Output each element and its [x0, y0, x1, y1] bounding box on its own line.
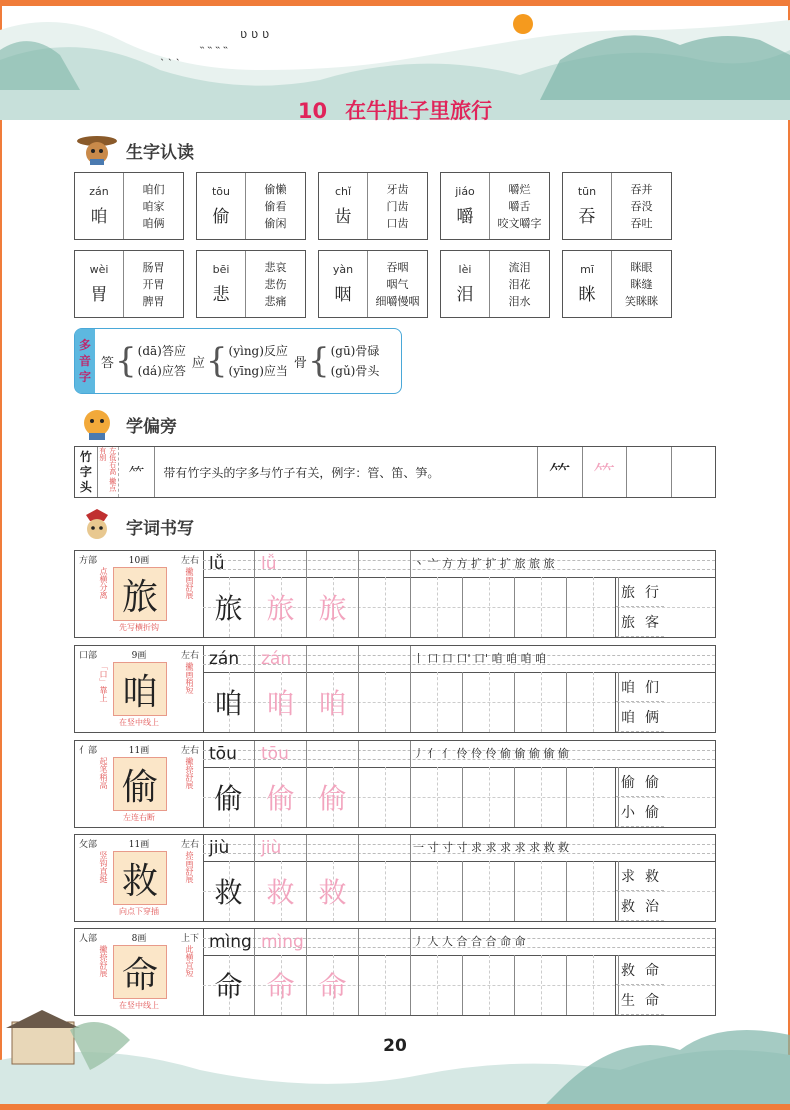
char-radical: 亻部 [79, 746, 98, 756]
polyphonic-option: (dá)应答 [137, 364, 186, 378]
word-practice [615, 577, 664, 637]
polyphonic-option: (dā)答应 [137, 344, 186, 358]
practice-grid [203, 767, 715, 827]
pinyin-row [203, 551, 715, 578]
polyphonic-head: 骨 [293, 355, 307, 371]
char-card-left [75, 251, 124, 317]
section-recognize-title: 生字认读 [126, 142, 194, 163]
polyphonic-group: 答 { (dā)答应 (dá)应答 [101, 341, 186, 381]
practice-cell[interactable] [567, 577, 619, 637]
radical-row [74, 446, 716, 498]
char-pinyin: tōu [211, 185, 230, 198]
polyphonic-box [74, 328, 402, 394]
practice-cell[interactable] [411, 672, 463, 732]
pinyin-box[interactable] [307, 551, 359, 577]
char-radical: 方部 [79, 556, 98, 566]
char-words [246, 251, 305, 317]
section-radical-header [74, 406, 177, 442]
lesson-number: 10 [297, 99, 328, 123]
writing-tip-bottom: 左连右断 [123, 813, 155, 822]
char-pinyin: yàn [332, 263, 354, 276]
char-pinyin: zán [89, 185, 109, 198]
char-glyph: 偷 [212, 207, 230, 227]
radical-name: 竹字头 [75, 447, 98, 497]
char-words [368, 173, 427, 239]
char-card [196, 250, 306, 318]
practice-cell[interactable] [515, 767, 567, 827]
char-card-left [563, 251, 612, 317]
polyphonic-head: 应 [191, 355, 205, 371]
model-char: 救 [113, 851, 167, 905]
practice-cell[interactable] [567, 767, 619, 827]
char-pinyin: jiáo [455, 185, 475, 198]
practice-grid [203, 861, 715, 921]
char-card [196, 172, 306, 240]
stroke-order: 丨 口 口 口' 口' 咱 咱 咱 咱 [413, 652, 547, 665]
practice-cell: 救 [307, 861, 359, 921]
char-glyph: 泪 [456, 285, 474, 305]
svg-text:˴ ˴ ˴: ˴ ˴ ˴ [160, 51, 180, 65]
practice-cell[interactable] [359, 955, 411, 1015]
practice-cell[interactable] [359, 767, 411, 827]
char-meta [79, 648, 199, 661]
pinyin-box: jiù [203, 835, 255, 861]
model-char: 旅 [113, 567, 167, 621]
practice-cell: 偷 [203, 767, 255, 827]
char-word: 咽气 [386, 277, 409, 291]
char-word: 悲哀 [264, 260, 287, 274]
char-word: 咬文嚼字 [497, 216, 542, 230]
stroke-order: 丿 亻 亻 伶 伶 伶 偷 偷 偷 偷 偷 [413, 747, 569, 760]
pinyin-box[interactable] [359, 741, 411, 767]
writing-tip-right: 撇画稍短 [185, 662, 194, 694]
char-word: 眯缝 [630, 277, 653, 291]
practice-cell: 救 [203, 861, 255, 921]
section-writing-title: 字词书写 [126, 518, 194, 539]
pinyin-box[interactable] [307, 835, 359, 861]
char-card-left [319, 251, 368, 317]
pinyin-box[interactable] [307, 646, 359, 672]
practice-word [616, 607, 664, 637]
practice-cell[interactable] [411, 955, 463, 1015]
polyphonic-option: (gǔ)骨头 [330, 364, 380, 378]
practice-cell: 旅 [307, 577, 359, 637]
char-info-panel [75, 646, 204, 732]
warrior-mascot-icon [74, 509, 120, 543]
char-words [612, 251, 671, 317]
pinyin-box[interactable] [359, 929, 411, 955]
pinyin-box[interactable] [359, 551, 411, 577]
char-card [74, 172, 184, 240]
char-card-left [441, 251, 490, 317]
char-word: 细嚼慢咽 [375, 294, 420, 308]
char-meta [79, 837, 199, 850]
pinyin-box: zán [203, 646, 255, 672]
word-practice [615, 955, 664, 1015]
char-stroke-count: 9画 [131, 651, 147, 661]
char-stroke-count: 8画 [131, 934, 147, 944]
char-card [318, 250, 428, 318]
char-pinyin: lèi [458, 263, 472, 276]
word-char: 们 [645, 679, 659, 696]
practice-cell[interactable] [567, 861, 619, 921]
char-structure: 左右 [180, 651, 199, 661]
char-card-left [75, 173, 124, 239]
pinyin-box[interactable] [359, 835, 411, 861]
writing-tip-bottom: 向点下穿插 [119, 907, 159, 916]
word-practice [615, 767, 664, 827]
word-char: 小 [621, 804, 635, 821]
writing-tip-left: 起笔稍高 [99, 757, 108, 789]
practice-cell[interactable] [463, 955, 515, 1015]
word-char: 命 [645, 962, 659, 979]
radical-practice-cell: ⺮ [583, 447, 628, 497]
practice-grid [203, 672, 715, 732]
practice-cell[interactable] [463, 861, 515, 921]
writing-row [74, 550, 716, 638]
char-glyph: 悲 [212, 285, 230, 305]
word-char: 客 [645, 614, 659, 631]
svg-text:ʋ ʋ ʋ: ʋ ʋ ʋ [240, 27, 270, 41]
char-card-left [319, 173, 368, 239]
char-structure: 左右 [180, 840, 199, 850]
word-char: 俩 [645, 709, 659, 726]
char-card-left [197, 251, 246, 317]
char-words [124, 251, 183, 317]
word-char: 旅 [621, 584, 635, 601]
pinyin-box: jiù [255, 835, 307, 861]
pinyin-box: tōu [203, 741, 255, 767]
practice-cell: 咱 [307, 672, 359, 732]
practice-cell[interactable] [359, 672, 411, 732]
char-words [490, 251, 549, 317]
practice-cell[interactable] [411, 577, 463, 637]
char-glyph: 吞 [578, 207, 596, 227]
char-word: 吞咽 [386, 260, 409, 274]
word-char: 偷 [645, 774, 659, 791]
practice-cell[interactable] [567, 955, 619, 1015]
char-word: 偷看 [264, 199, 287, 213]
radical-description: 带有竹字头的字多与竹子有关，例字：管、笛、笋。 [155, 447, 538, 497]
char-structure: 左右 [180, 556, 199, 566]
pinyin-box: mìng [255, 929, 307, 955]
practice-word [616, 985, 664, 1015]
writing-tip-right: 撇捺舒展 [185, 757, 194, 789]
writing-tip-right: 此横宜短 [185, 945, 194, 977]
char-info-panel [75, 929, 204, 1015]
polyphonic-group: 应 { (yìng)反应 (yīng)应当 [191, 341, 288, 381]
word-char: 治 [645, 898, 659, 915]
char-glyph: 眯 [578, 285, 596, 305]
practice-cell[interactable] [411, 767, 463, 827]
practice-cell[interactable] [515, 577, 567, 637]
radical-practice-cell[interactable] [672, 447, 716, 497]
char-word: 肠胃 [142, 260, 165, 274]
char-info-panel [75, 741, 204, 827]
polyphonic-head: 答 [101, 355, 115, 371]
char-word: 偷懒 [264, 182, 287, 196]
stroke-order: 丶 亠 方 方 扩 扩 扩 旅 旅 旅 [413, 557, 555, 570]
char-word: 偷闲 [264, 216, 287, 230]
char-word: 笑眯眯 [625, 294, 658, 308]
page-number: 20 [383, 1036, 407, 1056]
char-card-left [441, 173, 490, 239]
practice-cell: 命 [255, 955, 307, 1015]
practice-cell: 咱 [203, 672, 255, 732]
model-char: 咱 [113, 662, 167, 716]
practice-word [616, 955, 664, 985]
char-word: 咱们 [142, 182, 165, 196]
char-word: 吞没 [630, 199, 653, 213]
char-structure: 上下 [180, 934, 199, 944]
word-char: 偷 [621, 774, 635, 791]
char-word: 开胃 [142, 277, 165, 291]
practice-cell[interactable] [359, 577, 411, 637]
char-card [318, 172, 428, 240]
word-char: 生 [621, 992, 635, 1009]
practice-cell: 命 [307, 955, 359, 1015]
char-word: 悲痛 [264, 294, 287, 308]
pinyin-box: lǚ [255, 551, 307, 577]
practice-cell: 偷 [307, 767, 359, 827]
radical-practice-cell: ⺮ [538, 447, 583, 497]
word-char: 求 [621, 868, 635, 885]
writing-row [74, 645, 716, 733]
model-char: 偷 [113, 757, 167, 811]
char-word: 咱俩 [142, 216, 165, 230]
word-char: 旅 [621, 614, 635, 631]
char-stroke-count: 11画 [128, 840, 150, 850]
char-words [124, 173, 183, 239]
practice-cell[interactable] [463, 577, 515, 637]
writing-tip-bottom: 在竖中线上 [119, 1001, 159, 1010]
pinyin-row [203, 929, 715, 956]
practice-word [616, 672, 664, 702]
char-card [562, 250, 672, 318]
char-word: 流泪 [508, 260, 531, 274]
char-stroke-count: 11画 [128, 746, 150, 756]
writing-tip-right: 捺画舒展 [185, 851, 194, 883]
char-pinyin: tūn [577, 185, 597, 198]
writing-tip-left: 竖钩直挺 [99, 851, 108, 883]
pinyin-box: zán [255, 646, 307, 672]
lesson-name: 在牛肚子里旅行 [345, 99, 493, 123]
practice-word [616, 891, 664, 921]
practice-cell[interactable] [515, 861, 567, 921]
practice-cell[interactable] [463, 672, 515, 732]
char-word: 口齿 [386, 216, 409, 230]
writing-row [74, 928, 716, 1016]
word-practice [615, 861, 664, 921]
writing-row [74, 740, 716, 828]
radical-hint: 左低右高 撇点有别 [98, 447, 119, 497]
char-words [490, 173, 549, 239]
char-card [562, 172, 672, 240]
tiger-mascot-icon [74, 407, 120, 441]
char-words [612, 173, 671, 239]
radical-practice-cell[interactable] [627, 447, 672, 497]
char-word: 牙齿 [386, 182, 409, 196]
char-stroke-count: 10画 [128, 556, 150, 566]
char-word: 嚼烂 [508, 182, 531, 196]
pinyin-row [203, 646, 715, 673]
word-char: 救 [621, 962, 635, 979]
char-pinyin: mī [580, 263, 594, 276]
practice-cell: 旅 [203, 577, 255, 637]
char-glyph: 胃 [90, 285, 108, 305]
writing-tip-left: 撇捺舒展 [99, 945, 108, 977]
char-meta [79, 553, 199, 566]
char-word: 咱家 [142, 199, 165, 213]
char-card-left [197, 173, 246, 239]
char-word: 门齿 [386, 199, 409, 213]
word-practice [615, 672, 664, 732]
char-pinyin: bēi [212, 263, 230, 276]
word-char: 偷 [645, 804, 659, 821]
char-word: 脾胃 [142, 294, 165, 308]
practice-word [616, 767, 664, 797]
char-glyph: 齿 [334, 207, 352, 227]
word-char: 命 [645, 992, 659, 1009]
pinyin-box: tōu [255, 741, 307, 767]
word-char: 咱 [621, 679, 635, 696]
radical-symbol: ⺮ [119, 447, 156, 497]
word-char: 救 [621, 898, 635, 915]
pinyin-row [203, 835, 715, 862]
char-info-panel [75, 835, 204, 921]
practice-cell: 咱 [255, 672, 307, 732]
practice-cell[interactable] [567, 672, 619, 732]
char-word: 泪花 [508, 277, 531, 291]
writing-tip-left: 「口」靠上 [99, 662, 108, 702]
svg-text:˵ ˵ ˵ ˵: ˵ ˵ ˵ ˵ [200, 39, 228, 53]
practice-cell: 旅 [255, 577, 307, 637]
pinyin-box[interactable] [307, 929, 359, 955]
polyphonic-option: (yīng)应当 [228, 364, 288, 378]
char-card [440, 172, 550, 240]
polyphonic-option: (gū)骨碌 [330, 344, 380, 358]
polyphonic-option: (yìng)反应 [228, 344, 288, 358]
writing-tip-left: 点横分离 [99, 567, 108, 599]
char-pinyin: wèi [89, 263, 109, 276]
polyphonic-group: 骨 { (gū)骨碌 (gǔ)骨头 [293, 341, 380, 381]
word-char: 救 [645, 868, 659, 885]
char-info-panel [75, 551, 204, 637]
char-radical: 攵部 [79, 840, 98, 850]
practice-cell[interactable] [515, 672, 567, 732]
char-word: 嚼舌 [508, 199, 531, 213]
practice-word [616, 861, 664, 891]
char-radical: 口部 [79, 651, 98, 661]
section-recognize-header [74, 132, 194, 168]
section-radical-title: 学偏旁 [126, 416, 177, 437]
char-word: 吞并 [630, 182, 653, 196]
pinyin-box: mìng [203, 929, 255, 955]
char-words [368, 251, 427, 317]
char-word: 悲伤 [264, 277, 287, 291]
writing-tip-right: 撇画舒展 [185, 567, 194, 599]
char-pinyin: chǐ [334, 185, 352, 198]
lesson-title [0, 95, 790, 125]
char-meta [79, 743, 199, 756]
practice-cell[interactable] [411, 861, 463, 921]
practice-cell: 偷 [255, 767, 307, 827]
pinyin-box[interactable] [359, 646, 411, 672]
char-word: 泪水 [508, 294, 531, 308]
practice-cell: 救 [255, 861, 307, 921]
word-char: 行 [645, 584, 659, 601]
char-meta [79, 931, 199, 944]
stroke-order: 丿 人 人 合 合 合 命 命 [413, 935, 526, 948]
practice-cell[interactable] [463, 767, 515, 827]
writing-tip-bottom: 先写横折钩 [119, 623, 159, 632]
char-glyph: 嚼 [456, 207, 474, 227]
writing-tip-bottom: 在竖中线上 [119, 718, 159, 727]
practice-cell[interactable] [359, 861, 411, 921]
practice-grid [203, 577, 715, 637]
practice-cell: 命 [203, 955, 255, 1015]
practice-word [616, 797, 664, 827]
word-char: 咱 [621, 709, 635, 726]
char-structure: 左右 [180, 746, 199, 756]
pinyin-box[interactable] [307, 741, 359, 767]
mascot-icon [74, 133, 120, 167]
pinyin-row [203, 741, 715, 768]
char-word: 眯眼 [630, 260, 653, 274]
char-card [74, 250, 184, 318]
char-card-left [563, 173, 612, 239]
practice-word [616, 577, 664, 607]
char-words [246, 173, 305, 239]
practice-grid [203, 955, 715, 1015]
char-card [440, 250, 550, 318]
section-writing-header [74, 508, 194, 544]
polyphonic-tag: 多音字 [75, 329, 95, 393]
pinyin-box: lǚ [203, 551, 255, 577]
char-glyph: 咽 [334, 285, 352, 305]
stroke-order: 一 寸 寸 寸 求 求 求 求 求 救 救 [413, 841, 569, 854]
model-char: 命 [113, 945, 167, 999]
char-radical: 人部 [79, 934, 98, 944]
char-word: 吞吐 [630, 216, 653, 230]
writing-row [74, 834, 716, 922]
practice-cell[interactable] [515, 955, 567, 1015]
char-glyph: 咱 [90, 207, 108, 227]
practice-word [616, 702, 664, 732]
